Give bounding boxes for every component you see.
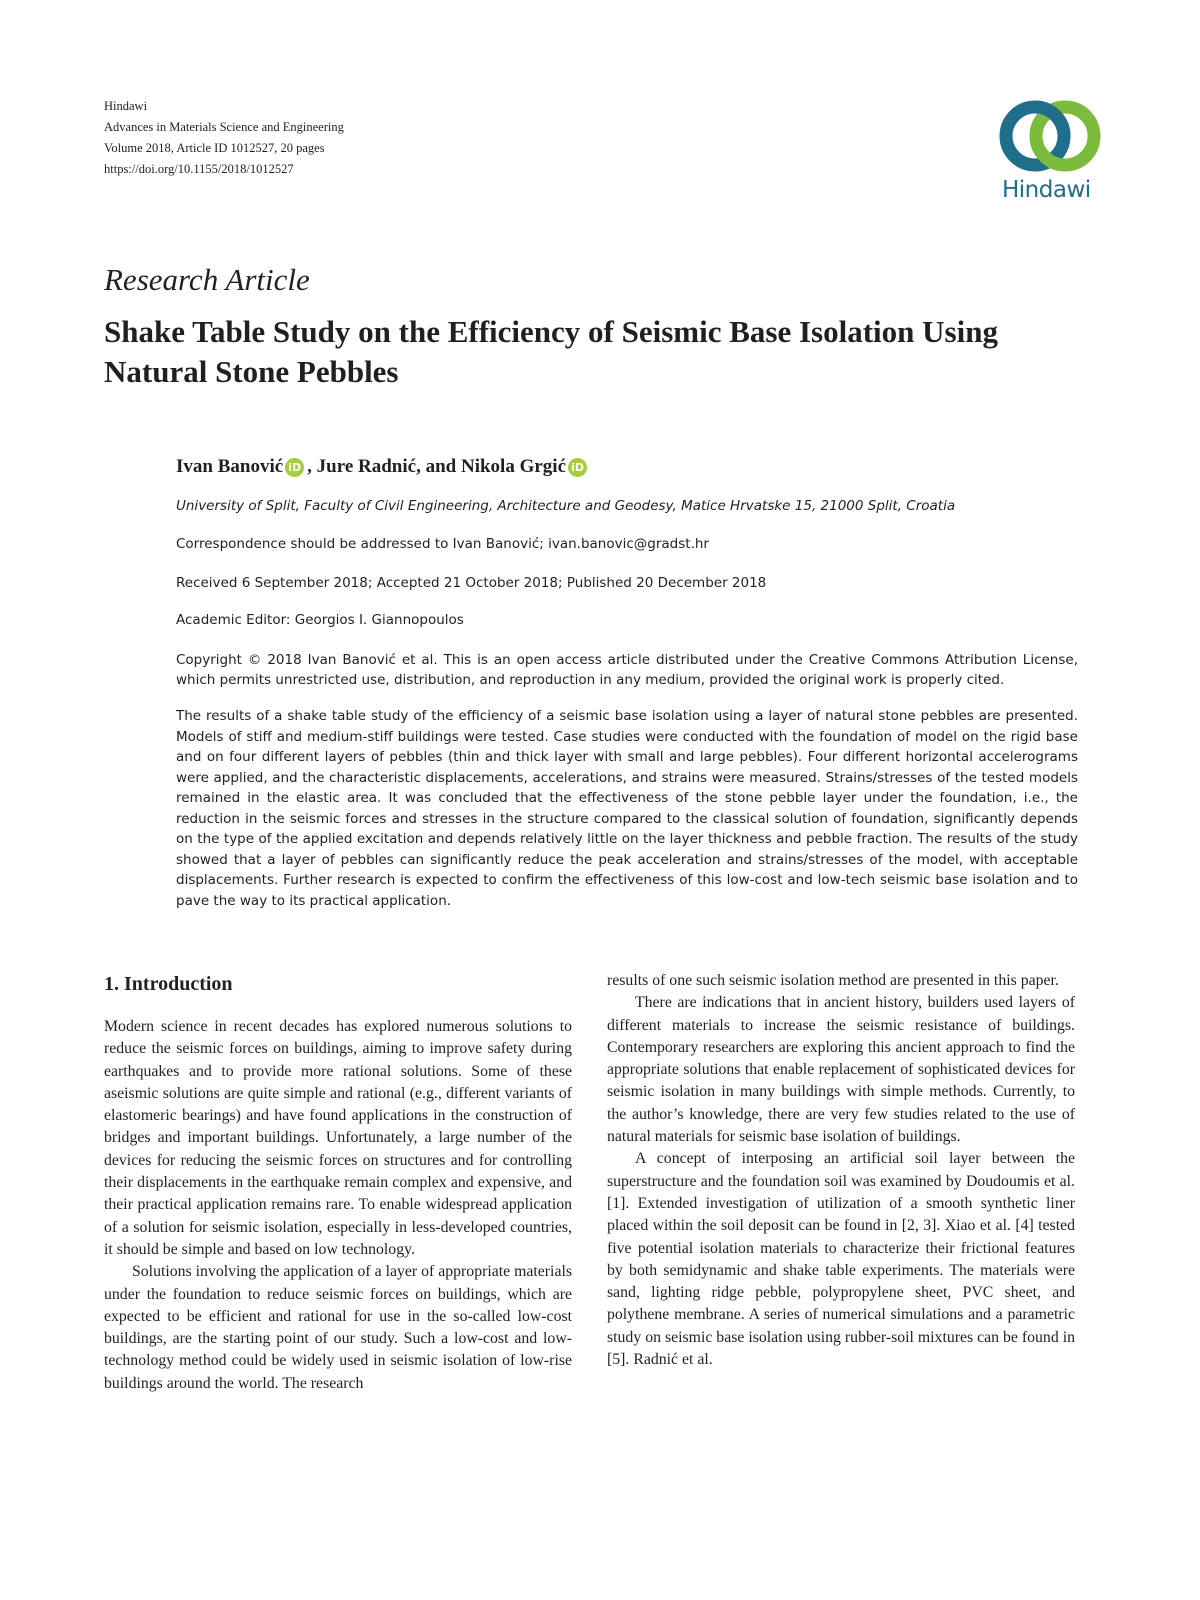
copyright-notice: Copyright © 2018 Ivan Banović et al. This is an open access article distributed under the Creative Commons Attribution License, which permits unrestricted use, distribution, and reproduction in any medium, provided the original work is properly cited. xyxy=(176,652,1078,688)
logo-wordmark: Hindawi xyxy=(1002,177,1091,203)
affiliation: University of Split, Faculty of Civil Engineering, Architecture and Geodesy, Matice Hrvatske 15, 21000 Split, Croatia xyxy=(176,498,956,514)
author-separator: , xyxy=(307,456,317,477)
author-name[interactable]: Ivan Banović xyxy=(176,456,284,477)
section-heading: 1. Introduction xyxy=(104,973,233,995)
paper-title: Shake Table Study on the Efficiency of Seismic Base Isolation Using Natural Stone Pebbles xyxy=(104,314,998,389)
orcid-icon[interactable]: iD xyxy=(568,458,587,477)
article-type: Research Article xyxy=(104,262,310,297)
correspondence: Correspondence should be addressed to Ivan Banović; ivan.banovic@gradst.hr xyxy=(176,536,709,552)
hindawi-rings-icon xyxy=(995,96,1105,176)
journal-name: Advances in Materials Science and Engineering xyxy=(104,120,344,134)
body-paragraph: Modern science in recent decades has explored numerous solutions to reduce the seismic forces on buildings, aiming to improve safety during earthquakes and to provide more rational solutions. Some of these aseismic solutions are quite simple and rational (e.g., different variants of elastomeric bearings) and have found applications in the construction of bridges and important buildings. Unfortunately, a large number of the devices for reducing the seismic forces on structures and for controlling their displacements in the earthquake remain complex and expensive, and their practical application remains rare. To enable widespread application of a solution for seismic isolation, especially in less-developed countries, it should be simple and based on low technology. xyxy=(104,1018,572,1258)
abstract: The results of a shake table study of the efficiency of a seismic base isolation using a layer of natural stone pebbles are presented. Models of stiff and medium-stiff buildings were tested. Case studies were conducted with the foundation of model on the rigid base and on four different layers of pebbles (thin and thick layer with small and large pebbles). Four different horizontal accelerograms were applied, and the characteristic displacements, accelerations, and strains were measured. Strains/stresses of the tested models remained in the elastic area. It was concluded that the effectiveness of the stone pebble layer under the foundation, i.e., the reduction in the seismic forces and stresses in the structure compared to the classical solution of foundation, significantly depends on the type of the applied excitation and depends relatively little on the layer thickness and pebble fraction. The results of the study showed that a layer of pebbles can significantly reduce the peak acceleration and strains/stresses of the model, with acceptable displacements. Further research is expected to confirm the effectiveness of this low-cost and low-tech seismic base isolation and to pave the way to its practical application. xyxy=(176,708,1078,909)
body-paragraph: results of one such seismic isolation method are presented in this paper. xyxy=(607,972,1059,989)
academic-editor: Academic Editor: Georgios I. Giannopoulos xyxy=(176,612,464,628)
publication-dates: Received 6 September 2018; Accepted 21 October 2018; Published 20 December 2018 xyxy=(176,575,767,591)
body-paragraph: There are indications that in ancient history, builders used layers of different materials to increase the seismic resistance of buildings. Contemporary researchers are exploring this ancient approach to find the appropriate solutions that enable replacement of sophisticated devices for seismic isolation in many buildings with simple methods. Currently, to the author’s knowledge, there are very few studies related to the use of natural materials for seismic base isolation of buildings. xyxy=(607,994,1075,1146)
author-name[interactable]: Nikola Grgić xyxy=(460,456,567,477)
journal-header xyxy=(104,96,344,180)
doi-link[interactable]: https://doi.org/10.1155/2018/1012527 xyxy=(104,162,294,176)
body-column-left xyxy=(104,1016,572,1395)
body-paragraph: Solutions involving the application of a layer of appropriate materials under the foundation to reduce seismic forces on buildings, which are expected to be efficient and rational for use in the so-called low-cost buildings, are the starting point of our study. Such a low-cost and low-technology method could be widely used in seismic isolation of low-rise buildings around the world. The research xyxy=(104,1263,572,1392)
author-name[interactable]: Jure Radnić xyxy=(316,456,417,477)
body-paragraph: A concept of interposing an artificial soil layer between the superstructure and the foundation soil was examined by Doudoumis et al. [1]. Extended investigation of utilization of a smooth synthetic liner placed within the soil deposit can be found in [2, 3]. Xiao et al. [4] tested five potential isolation materials to characterize their frictional features by both semidynamic and shake table experiments. The materials were sand, lighting ridge pebble, polypropylene sheet, PVC sheet, and polythene membrane. A series of numerical simulations and a parametric study on seismic base isolation using rubber-soil mixtures can be found in [5]. Radnić et al. xyxy=(607,1150,1075,1369)
body-column-right xyxy=(607,970,1075,1371)
orcid-icon[interactable]: iD xyxy=(285,458,304,477)
author-separator: , and xyxy=(416,456,461,477)
publisher-name: Hindawi xyxy=(104,99,148,113)
volume-info: Volume 2018, Article ID 1012527, 20 pages xyxy=(104,141,325,155)
author-list xyxy=(176,456,590,478)
